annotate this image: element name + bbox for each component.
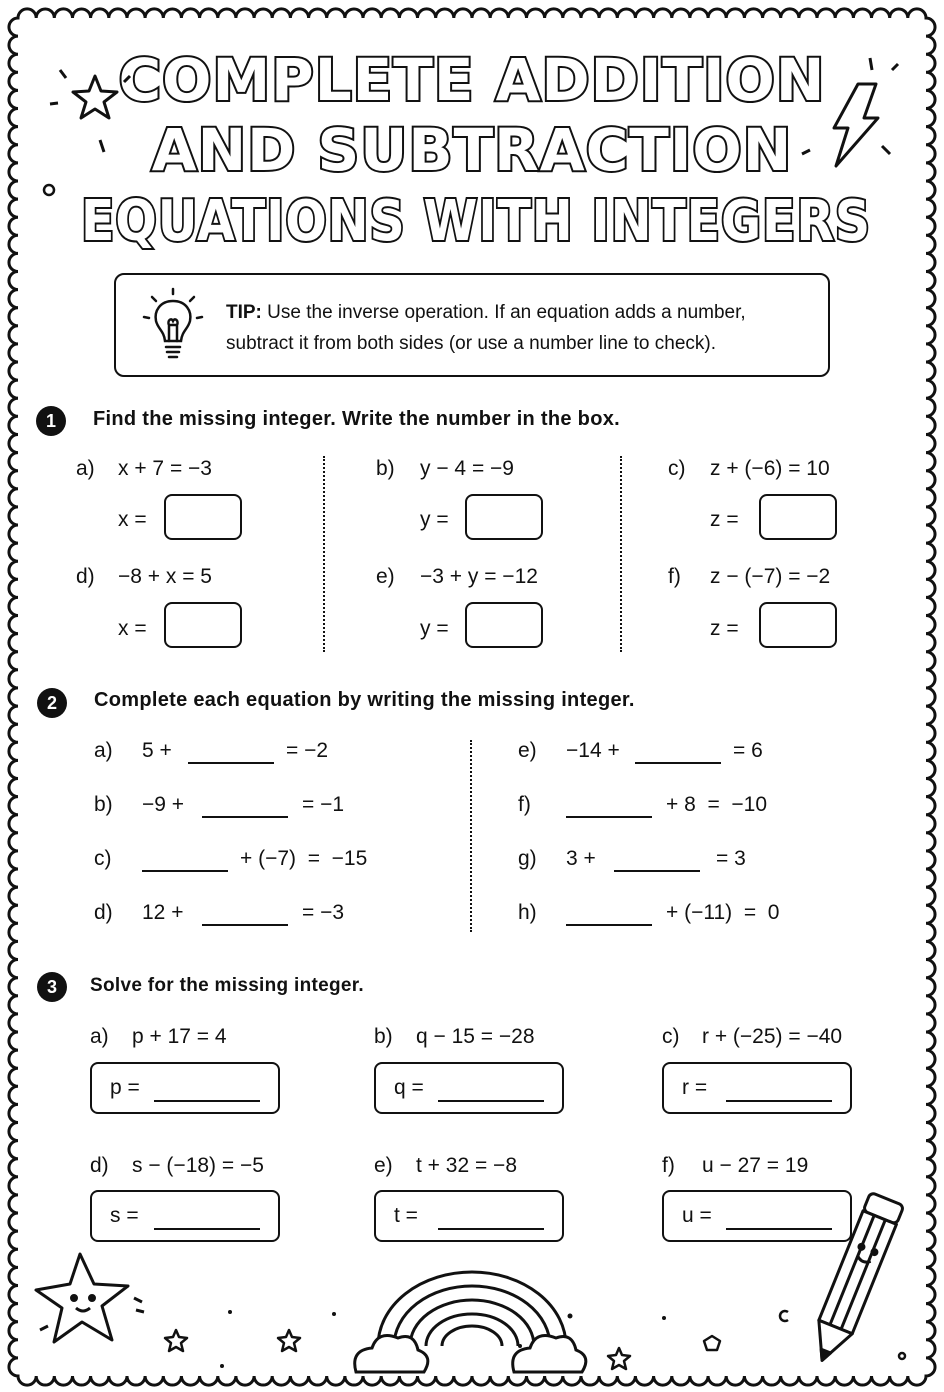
equation: p + 17 = 4 xyxy=(132,1025,227,1048)
answer-card xyxy=(90,1062,280,1114)
answer-blank[interactable] xyxy=(188,762,274,764)
answer-line[interactable] xyxy=(726,1100,832,1102)
variable-label: r = xyxy=(682,1076,708,1099)
answer-card xyxy=(662,1190,852,1242)
variable-label: s = xyxy=(110,1204,139,1227)
variable-label: x = xyxy=(118,508,147,531)
item-label: e) xyxy=(374,1154,393,1177)
answer-box[interactable] xyxy=(164,494,242,540)
worksheet-title xyxy=(0,40,944,255)
answer-blank[interactable] xyxy=(635,762,721,764)
answer-box[interactable] xyxy=(759,602,837,648)
equation: z + (−6) = 10 xyxy=(710,457,830,480)
answer-box[interactable] xyxy=(164,602,242,648)
section-3-number: 3 xyxy=(37,972,67,1002)
equation: r + (−25) = −40 xyxy=(702,1025,843,1048)
item-label: d) xyxy=(76,565,95,588)
item-label: f) xyxy=(662,1154,675,1177)
equation-end: = −3 xyxy=(302,901,345,924)
answer-card xyxy=(374,1062,564,1114)
answer-box[interactable] xyxy=(465,602,543,648)
column-divider xyxy=(470,740,472,932)
variable-label: x = xyxy=(118,617,147,640)
item-label: b) xyxy=(94,793,113,816)
answer-blank[interactable] xyxy=(142,870,228,872)
item-label: b) xyxy=(374,1025,393,1048)
variable-label: t = xyxy=(394,1204,418,1227)
equation: q − 15 = −28 xyxy=(416,1025,535,1048)
tip-line-2: subtract it from both sides (or use a number line to check). xyxy=(226,333,716,354)
equation: t + 32 = −8 xyxy=(416,1154,518,1177)
item-label: a) xyxy=(76,457,95,480)
answer-blank[interactable] xyxy=(614,870,700,872)
item-label: a) xyxy=(94,739,113,762)
tip-label: TIP: xyxy=(226,302,262,323)
column-divider xyxy=(620,456,622,652)
answer-card xyxy=(374,1190,564,1242)
variable-label: y = xyxy=(420,617,449,640)
variable-label: z = xyxy=(710,617,739,640)
title-line-3: EQUATIONS WITH INTEGERS xyxy=(81,189,871,254)
answer-blank[interactable] xyxy=(202,924,288,926)
tip-box xyxy=(114,273,830,377)
answer-line[interactable] xyxy=(726,1228,832,1230)
section-2-number: 2 xyxy=(37,688,67,718)
section-2-title: Complete each equation by writing the missing integer. xyxy=(94,689,635,711)
item-label: c) xyxy=(94,847,112,870)
answer-box[interactable] xyxy=(465,494,543,540)
equation-end: + (−11) = 0 xyxy=(666,901,780,924)
variable-label: q = xyxy=(394,1076,424,1099)
equation-start: −9 + xyxy=(142,793,185,816)
lightbulb-icon xyxy=(138,287,208,367)
equation-end: = −2 xyxy=(286,739,329,762)
equation-start: −14 + xyxy=(566,739,620,762)
section-3-title: Solve for the missing integer. xyxy=(90,975,365,996)
equation: −3 + y = −12 xyxy=(420,565,538,588)
variable-label: u = xyxy=(682,1204,712,1227)
answer-blank[interactable] xyxy=(566,816,652,818)
answer-card xyxy=(662,1062,852,1114)
answer-blank[interactable] xyxy=(566,924,652,926)
item-label: d) xyxy=(94,901,113,924)
item-label: a) xyxy=(90,1025,109,1048)
equation-end: + 8 = −10 xyxy=(666,793,768,816)
section-1-title: Find the missing integer. Write the number in the box. xyxy=(93,408,620,430)
item-label: e) xyxy=(376,565,395,588)
tip-line-1: Use the inverse operation. If an equation adds a number, xyxy=(267,302,746,323)
tip-text xyxy=(226,297,816,359)
section-1-number: 1 xyxy=(36,406,66,436)
answer-card xyxy=(90,1190,280,1242)
equation: −8 + x = 5 xyxy=(118,565,212,588)
answer-box[interactable] xyxy=(759,494,837,540)
equation-start: 12 + xyxy=(142,901,184,924)
item-label: b) xyxy=(376,457,395,480)
item-label: e) xyxy=(518,739,537,762)
answer-blank[interactable] xyxy=(202,816,288,818)
title-line-2: AND SUBTRACTION xyxy=(151,116,793,184)
equation-start: 5 + xyxy=(142,739,172,762)
item-label: d) xyxy=(90,1154,109,1177)
equation: y − 4 = −9 xyxy=(420,457,514,480)
equation: s − (−18) = −5 xyxy=(132,1154,264,1177)
equation: z − (−7) = −2 xyxy=(710,565,831,588)
equation: x + 7 = −3 xyxy=(118,457,212,480)
answer-line[interactable] xyxy=(154,1228,260,1230)
equation-start: 3 + xyxy=(566,847,596,870)
answer-line[interactable] xyxy=(154,1100,260,1102)
item-label: c) xyxy=(662,1025,680,1048)
column-divider xyxy=(323,456,325,652)
item-label: g) xyxy=(518,847,537,870)
item-label: f) xyxy=(518,793,531,816)
item-label: h) xyxy=(518,901,537,924)
title-line-1: COMPLETE ADDITION xyxy=(118,46,826,114)
variable-label: y = xyxy=(420,508,449,531)
item-label: c) xyxy=(668,457,686,480)
equation: u − 27 = 19 xyxy=(702,1154,809,1177)
answer-line[interactable] xyxy=(438,1100,544,1102)
variable-label: z = xyxy=(710,508,739,531)
equation-end: = 6 xyxy=(733,739,763,762)
answer-line[interactable] xyxy=(438,1228,544,1230)
item-label: f) xyxy=(668,565,681,588)
equation-end: + (−7) = −15 xyxy=(240,847,368,870)
equation-end: = −1 xyxy=(302,793,345,816)
equation-end: = 3 xyxy=(716,847,746,870)
variable-label: p = xyxy=(110,1076,140,1099)
